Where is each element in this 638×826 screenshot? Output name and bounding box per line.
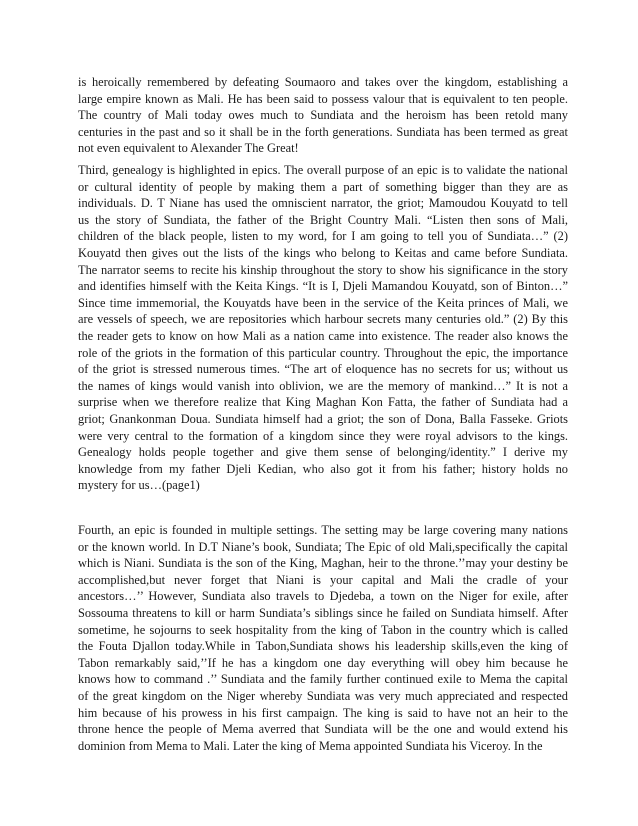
text-line: The country of Mali today owes much to Sundiata and the heroism has been retold many (78, 108, 568, 123)
text-line: him because of his prowess in his first campaign. The king is said to have not an heir to the (78, 705, 568, 720)
text-line: Sossouma threatens to kill or harm Sundiata’s siblings since he failed on Sundiata himself. After (78, 605, 568, 620)
text-line: of the griot is stressed numerous times. “The art of eloquence has no secrets for us; without us (78, 362, 568, 377)
text-line: dominion from Mema to Mali. Later the king of Mema appointed Sundiata his Viceroy. In the (78, 738, 543, 753)
paragraph-genealogy (78, 162, 568, 494)
text-line: centuries in the past and so it shall be in the forth generations. Sundiata has been termed as great (78, 124, 568, 139)
text-line: Fourth, an epic is founded in multiple settings. The setting may be large covering many nations (78, 523, 568, 537)
text-line: or the known world. In D.T Niane’s book, Sundiata; The Epic of old Mali,specifically the capital (78, 539, 568, 554)
text-line: mystery for us…(page1) (78, 478, 200, 493)
text-line: knows how to command .’’ Sundiata and the family further continued exile to Mema the capital (78, 672, 568, 687)
text-line: role of the griots in the formation of this particular country. Throughout the epic, the importance (78, 345, 568, 360)
text-line: were very central to the formation of a kingdom since they were royal advisors to the kings. (78, 428, 568, 443)
text-line: not even equivalent to Alexander The Great! (78, 141, 299, 156)
text-line: Tabon remarkably said,’’If he has a kingdom one day everything will obey him because he (78, 655, 568, 670)
text-line: griot; Gnankonman Doua. Sundiata himself had a griot; the son of Dona, Balla Fasseke. Griots (78, 411, 568, 426)
text-line: surprise when we therefore realize that King Maghan Kon Fatta, the father of Sundiata had a (78, 395, 568, 410)
paragraph-settings (78, 522, 568, 754)
text-line: or cultural identity of people by making them a part of something bigger than they are as (78, 179, 568, 194)
text-line: are vessels of speech, we are repositories which harbour secrets many centuries old.” (2) By this (78, 312, 568, 327)
text-line: children of the black people, listen to my word, for I am going to tell you of Sundiata…” (2) (78, 229, 568, 244)
text-line: accomplished,but never forget that Niani is your capital and Mali the cradle of your (78, 572, 568, 587)
text-line: knowledge from my father Djeli Kedian, who also got it from his father; history holds no (78, 461, 568, 476)
text-line: Kouyatd then gives out the lists of the kings who belong to Keitas and came before Sundiata. (78, 245, 568, 260)
paragraph-sundiata-heroism (78, 74, 568, 157)
text-line: the reader gets to know on how Mali as a nation came into existence. The reader also knows the (78, 328, 568, 343)
text-line: large empire known as Mali. He has been said to possess valour that is equivalent to ten people. (78, 91, 568, 106)
text-line: Genealogy holds people together and give them sense of belonging/identity.” I derive my (78, 445, 568, 460)
text-line: the Fouta Djallon today.While in Tabon,Sundiata shows his leadership skills,even the king of (78, 639, 568, 654)
text-line: of the great kingdom on the Niger whereby Sundiata was very much appreciated and respected (78, 688, 568, 703)
text-line: and identifies himself with the Keita Kings. “It is I, Djeli Mamandou Kouyatd, son of Binton…” (78, 279, 568, 294)
text-line: throne hence the people of Mema averred that Sundiata will be the one and would extend his (78, 722, 568, 737)
text-line: individuals. D. T Niane has used the omniscient narrator, the griot; Mamoudou Kouyatd to tell (78, 196, 568, 211)
text-line: Since time immemorial, the Kouyatds have been in the service of the Keita princes of Mali, we (78, 295, 568, 310)
text-line: us the story of Sundiata, the father of the Bright Country Mali. “Listen then sons of Mali, (78, 212, 568, 227)
text-line: the names of kings would vanish into oblivion, we are the memory of mankind…” It is not a (78, 378, 568, 393)
text-line: The narrator seems to recite his kinship throughout the story to show his significance in the story (78, 262, 568, 277)
text-line: which is Niani. Sundiata is the son of the King, Maghan, heir to the throne.’’may your destiny be (78, 556, 568, 571)
text-line: sometime, he sojourns to seek hospitality from the king of Tabon in the country which is called (78, 622, 568, 637)
text-line: Third, genealogy is highlighted in epics. The overall purpose of an epic is to validate the national (78, 163, 568, 177)
text-line: ancestors…’’ However, Sundiata also travels to Djedeba, a town on the Niger for exile, after (78, 589, 568, 604)
text-line: is heroically remembered by defeating Soumaoro and takes over the kingdom, establishing a (78, 75, 568, 89)
